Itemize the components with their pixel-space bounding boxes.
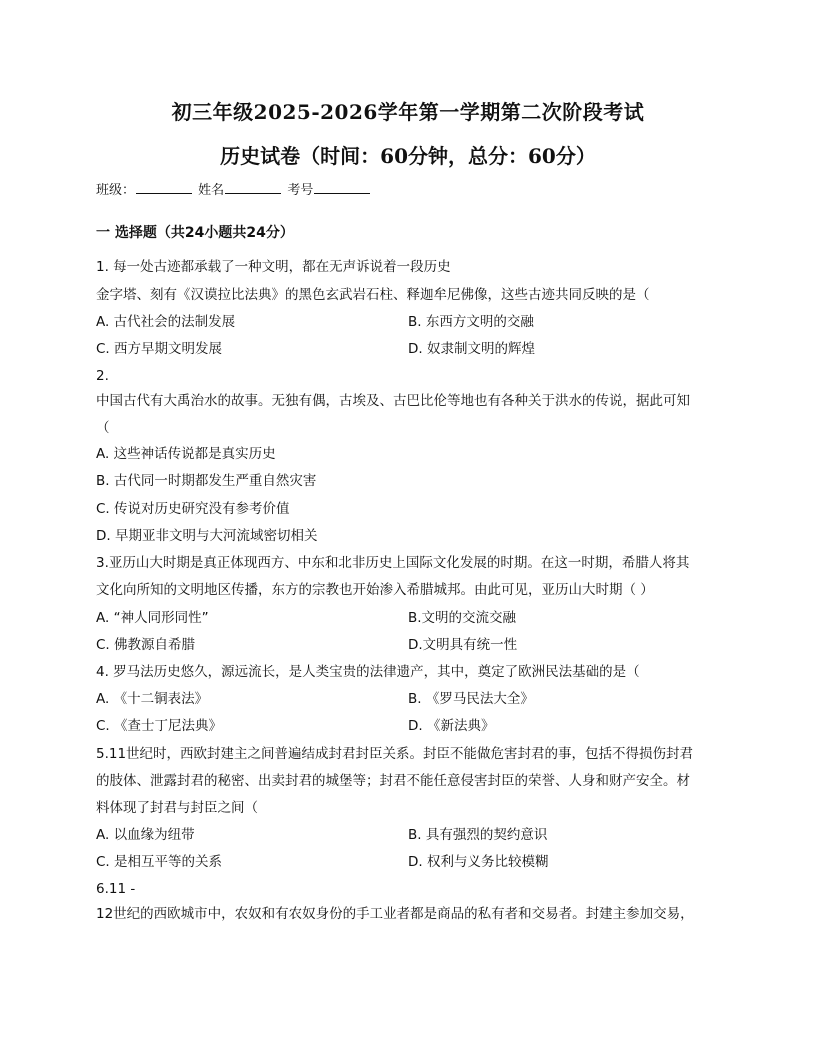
q2-line1: 中国古代有大禹治水的故事。无独有偶，古埃及、古巴比伦等地也有各种关于洪水的传说，据此可知 — [96, 393, 690, 409]
q5-option-c: C. 是相互平等的关系 — [96, 854, 223, 870]
q2-option-c: C. 传说对历史研究没有参考价值 — [96, 501, 290, 517]
q1-line1: 1. 每一处古迹都承载了一种文明，都在无声诉说着一段历史 — [96, 259, 451, 275]
q3-line1: 3.亚历山大时期是真正体现西方、中东和北非历史上国际文化发展的时期。在这一时期，希腊人将其 — [96, 555, 690, 571]
q4-option-c: C. 《查士丁尼法典》 — [96, 718, 223, 734]
q1-option-c: C. 西方早期文明发展 — [96, 341, 223, 357]
q5-line1: 5.11世纪时，西欧封建主之间普遍结成封君封臣关系。封臣不能做危害封君的事，包括不得损伤封君 — [96, 746, 694, 762]
q5-option-a: A. 以血缘为纽带 — [96, 827, 195, 843]
q1-option-b: B. 东西方文明的交融 — [408, 314, 534, 330]
number-label: 考号 — [287, 183, 314, 198]
q1-option-a: A. 古代社会的法制发展 — [96, 314, 236, 330]
class-label: 班级： — [96, 183, 136, 198]
q3-option-c: C. 佛教源自希腊 — [96, 637, 196, 653]
q1-option-d: D. 奴隶制文明的辉煌 — [408, 341, 535, 357]
q6-line1: 12世纪的西欧城市中，农奴和有农奴身份的手工业者都是商品的私有者和交易者。封建主参加交易， — [96, 906, 694, 922]
q4-option-d: D. 《新法典》 — [408, 718, 495, 734]
q3-line2: 文化向所知的文明地区传播，东方的宗教也开始渗入希腊城邦。由此可见，亚历山大时期（ ） — [96, 582, 654, 598]
q2-option-a: A. 这些神话传说都是真实历史 — [96, 446, 276, 462]
q5-option-b: B. 具有强烈的契约意识 — [408, 827, 548, 843]
number-blank[interactable] — [314, 181, 370, 194]
q3-option-a: A. “神人同形同性” — [96, 610, 209, 626]
q1-line2: 金字塔、刻有《汉谟拉比法典》的黑色玄武岩石柱、释迦牟尼佛像，这些古迹共同反映的是（ — [96, 287, 650, 303]
q3-option-b: B.文明的交流交融 — [408, 610, 517, 626]
q2-option-d: D. 早期亚非文明与大河流域密切相关 — [96, 528, 318, 544]
q2-line2: （ — [96, 420, 110, 436]
q3-option-d: D.文明具有统一性 — [408, 637, 518, 653]
exam-title: 初三年级2025-2026学年第一学期第二次阶段考试 — [171, 100, 645, 124]
name-blank[interactable] — [225, 181, 281, 194]
student-info-row — [96, 179, 372, 198]
name-label: 姓名 — [198, 183, 225, 198]
q2-number: 2. — [96, 368, 109, 384]
class-blank[interactable] — [136, 181, 192, 194]
exam-subtitle: 历史试卷（时间：60分钟，总分：60分） — [220, 144, 596, 168]
q6-number: 6.11 - — [96, 881, 136, 897]
section-title: 一 选择题（共24小题共24分） — [96, 225, 294, 241]
q5-option-d: D. 权利与义务比较模糊 — [408, 854, 549, 870]
q5-line3: 料体现了封君与封臣之间（ — [96, 800, 258, 816]
q2-option-b: B. 古代同一时期都发生严重自然灾害 — [96, 473, 317, 489]
q4-line1: 4. 罗马法历史悠久，源远流长，是人类宝贵的法律遗产，其中，奠定了欧洲民法基础的是（ — [96, 664, 640, 680]
q5-line2: 的肢体、泄露封君的秘密、出卖封君的城堡等；封君不能任意侵害封臣的荣誉、人身和财产安全。材 — [96, 773, 690, 789]
q4-option-b: B. 《罗马民法大全》 — [408, 691, 534, 707]
q4-option-a: A. 《十二铜表法》 — [96, 691, 209, 707]
